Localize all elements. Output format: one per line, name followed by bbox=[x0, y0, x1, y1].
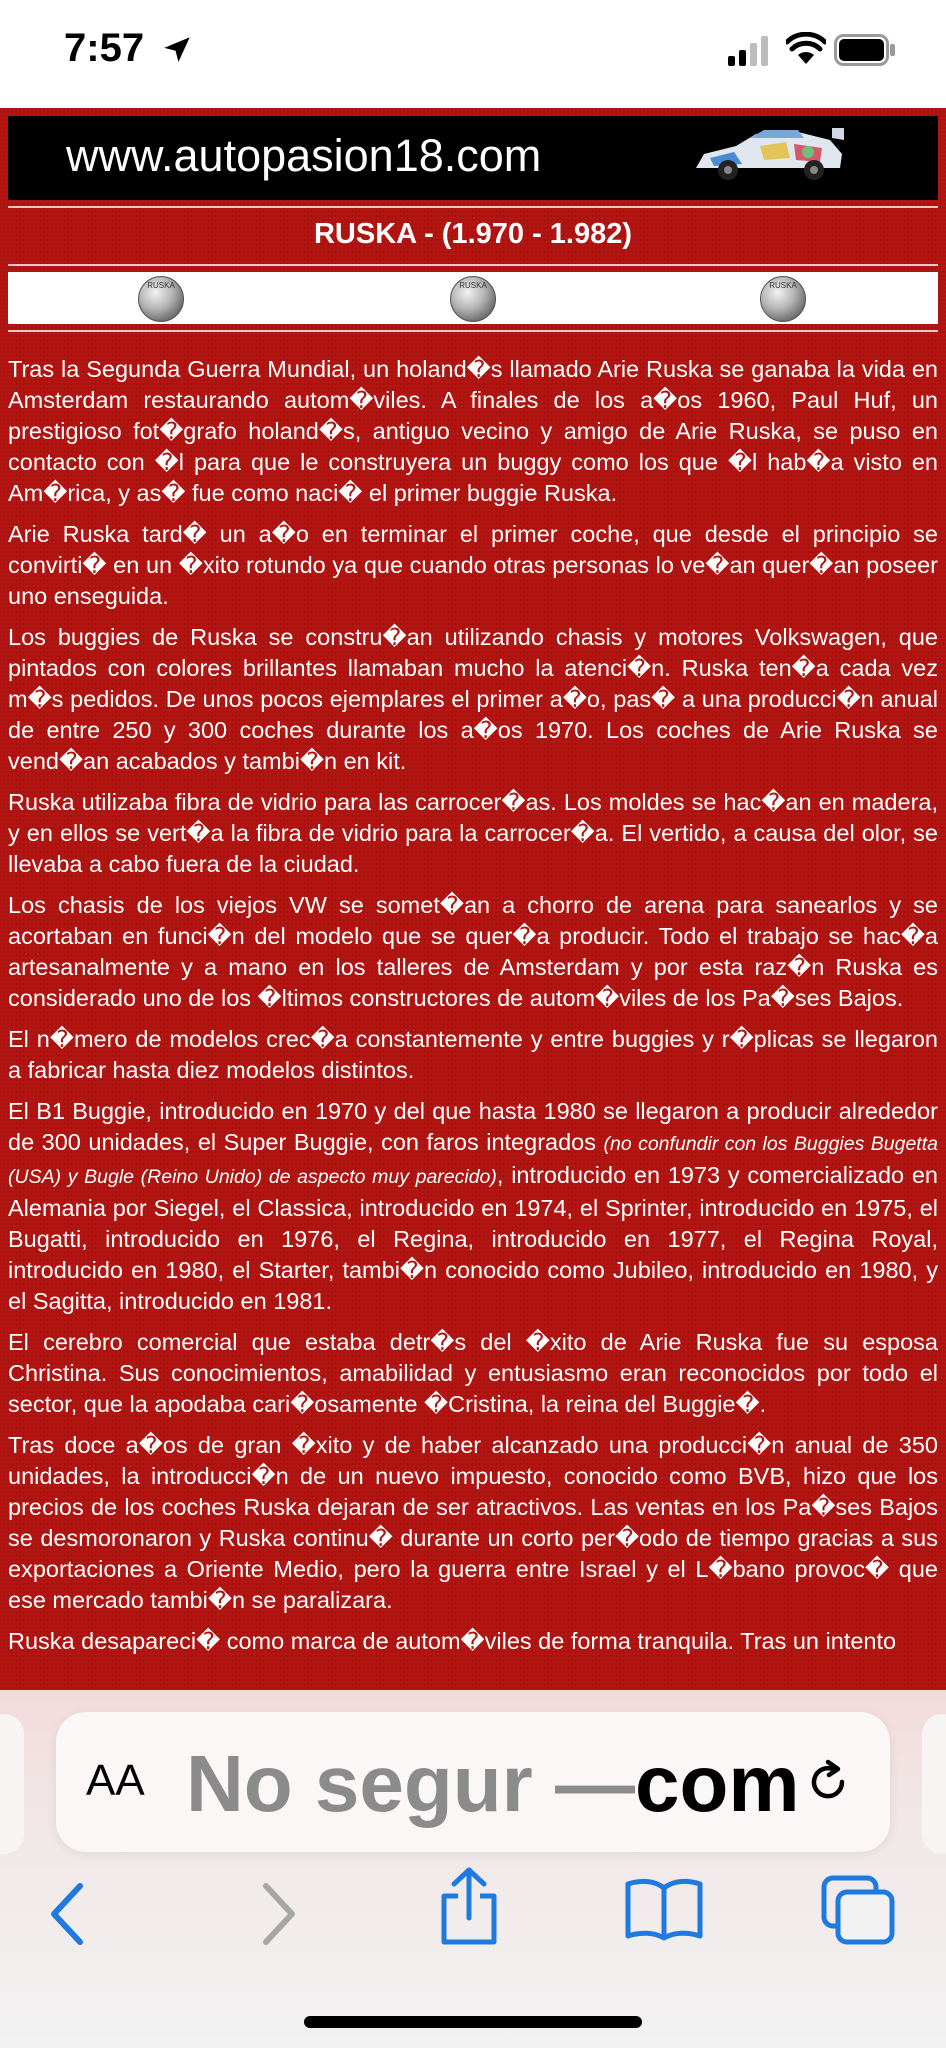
address-faded: No segur — bbox=[186, 1739, 635, 1828]
location-arrow-icon bbox=[160, 33, 194, 67]
paragraph: Tras doce a�os de gran �xito y de haber alcanzado una producci�n anual de 350 unidades, la introducci�n de un nuevo impuesto, conocido como BVB, hizo que los precios de los coches Ruska dejaran de ser atractivos. Las ventas en los Pa�ses Bajos se desmoronaron y Ruska continu� durante un corto per�odo de tiempo gracias a sus exportaciones a Oriente Medio, pero la guerra entre Israel y el L�bano provoc� que ese mercado tambi�n se paralizara. bbox=[8, 1432, 938, 1613]
divider bbox=[8, 330, 938, 332]
back-chevron-icon[interactable] bbox=[44, 1880, 94, 1948]
divider bbox=[8, 206, 938, 208]
paragraph: Los chasis de los viejos VW se somet�an a chorro de arena para sanearlos y se acortaban en funci�n del modelo que se quer�a producir. Todo el trabajo se hac�a artesanalmente y a mano en los talleres de Amsterdam y por esta raz�n Ruska es considerado uno de los �ltimos constructores de autom�viles de los Pa�ses Bajos. bbox=[8, 892, 938, 1011]
previous-tab-preview[interactable] bbox=[0, 1714, 24, 1854]
paragraph: Ruska utilizaba fibra de vidrio para las carrocer�as. Los moldes se hac�an en madera, y en ellos se vert�a la fibra de vidrio para la carrocer�a. El vertido, a causa del olor, se llevaba a cabo fuera de la ciudad. bbox=[8, 789, 938, 877]
paragraph: Los buggies de Ruska se constru�an utilizando chasis y motores Volkswagen, que pintados con colores brillantes llamaban mucho la atenci�n. Ruska ten�a cada vez m�s pedidos. De unos pocos ejemplares el primer a�o, pas� a una producci�n anual de entre 250 y 300 coches durante los a�os 1970. Los coches de Arie Ruska se vend�an acabados y tambi�n en kit. bbox=[8, 624, 938, 774]
reader-options-button[interactable]: AA bbox=[86, 1756, 145, 1805]
race-car-art-icon bbox=[690, 124, 846, 188]
web-page bbox=[0, 108, 946, 1698]
cellular-signal-icon bbox=[728, 36, 770, 66]
share-icon[interactable] bbox=[434, 1866, 504, 1948]
wifi-icon bbox=[786, 32, 826, 66]
forward-chevron-icon[interactable] bbox=[252, 1880, 302, 1948]
status-bar bbox=[0, 0, 946, 108]
paragraph-text: , introducido en 1973 y comercializado en Alemania por Siegel, el Classica, introducido en 1974, el Sprinter, introducido en 1975, el Bugatti, introducido en 1976, el Regina, introducido en 1977, el Regina Royal, introducido en 1980, el Starter, tambi�n conocido como Jubileo, introducido en 1980, y el Sagitta, introducido en 1981. bbox=[8, 1162, 938, 1314]
address-text[interactable] bbox=[186, 1738, 799, 1830]
paragraph-note: (no confundir con los Buggies Bugetta (USA) y Bugle (Reino Unido) de aspecto muy parecido) bbox=[8, 1133, 938, 1188]
paragraph-text: El B1 Buggie, introducido en 1970 y del que hasta 1980 se llegaron a producir alrededor de 300 unidades, el Super Buggie, con faros integrados bbox=[8, 1098, 938, 1155]
paragraph: Ruska desapareci� como marca de autom�viles de forma tranquila. Tras un intento bbox=[8, 1628, 897, 1654]
address-bar[interactable] bbox=[56, 1712, 890, 1852]
next-tab-preview[interactable] bbox=[922, 1714, 946, 1854]
article-body bbox=[8, 354, 938, 1667]
paragraph: El n�mero de modelos crec�a constantemente y entre buggies y r�plicas se llegaron a fabricar hasta diez modelos distintos. bbox=[8, 1026, 938, 1083]
paragraph: Tras la Segunda Guerra Mundial, un holand�s llamado Arie Ruska se ganaba la vida en Amsterdam restaurando autom�viles. A finales de los a�os 1960, Paul Huf, un prestigioso fot�grafo holand�s, antiguo vecino y amigo de Arie Ruska, se puso en contacto con �l para que le construyera un buggy como los que �l hab�a visto en Am�rica, y as� fue como naci� el primer buggie Ruska. bbox=[8, 356, 938, 506]
paragraph: Arie Ruska tard� un a�o en terminar el primer coche, que desde el principio se convirti� en un �xito rotundo ya que cuando otras personas lo ve�an quer�an poseer uno enseguida. bbox=[8, 521, 938, 609]
divider bbox=[8, 264, 938, 266]
page-title: RUSKA - (1.970 - 1.982) bbox=[313, 218, 633, 250]
ruska-silver-badge-icon[interactable] bbox=[760, 276, 806, 322]
home-indicator bbox=[304, 2016, 642, 2028]
tabs-icon[interactable] bbox=[820, 1874, 896, 1946]
paragraph: El cerebro comercial que estaba detr�s del �xito de Arie Ruska fue su esposa Christina. Sus conocimientos, amabilidad y entusiasmo eran reconocidos por todo el sector, que la apodaba cari�osamente �Cristina, la reina del Buggie�. bbox=[8, 1329, 938, 1417]
reload-icon[interactable] bbox=[804, 1758, 852, 1806]
badge-label: RUSKA bbox=[769, 281, 797, 290]
bookmarks-icon[interactable] bbox=[624, 1876, 704, 1942]
logos-bar bbox=[8, 272, 938, 324]
banner-url: www.autopasion18.com bbox=[66, 130, 542, 181]
battery-icon bbox=[834, 34, 896, 66]
badge-label: RUSKA bbox=[459, 281, 487, 290]
status-time: 7:57 bbox=[64, 26, 145, 70]
browser-bottom-bar bbox=[0, 1690, 946, 2048]
ruska-vw-badge-icon[interactable] bbox=[450, 276, 496, 322]
paragraph bbox=[8, 1096, 938, 1317]
badge-label: RUSKA bbox=[147, 281, 175, 290]
address-domain: com bbox=[634, 1739, 800, 1828]
ruska-badge-icon[interactable] bbox=[138, 276, 184, 322]
site-banner[interactable] bbox=[8, 116, 938, 200]
